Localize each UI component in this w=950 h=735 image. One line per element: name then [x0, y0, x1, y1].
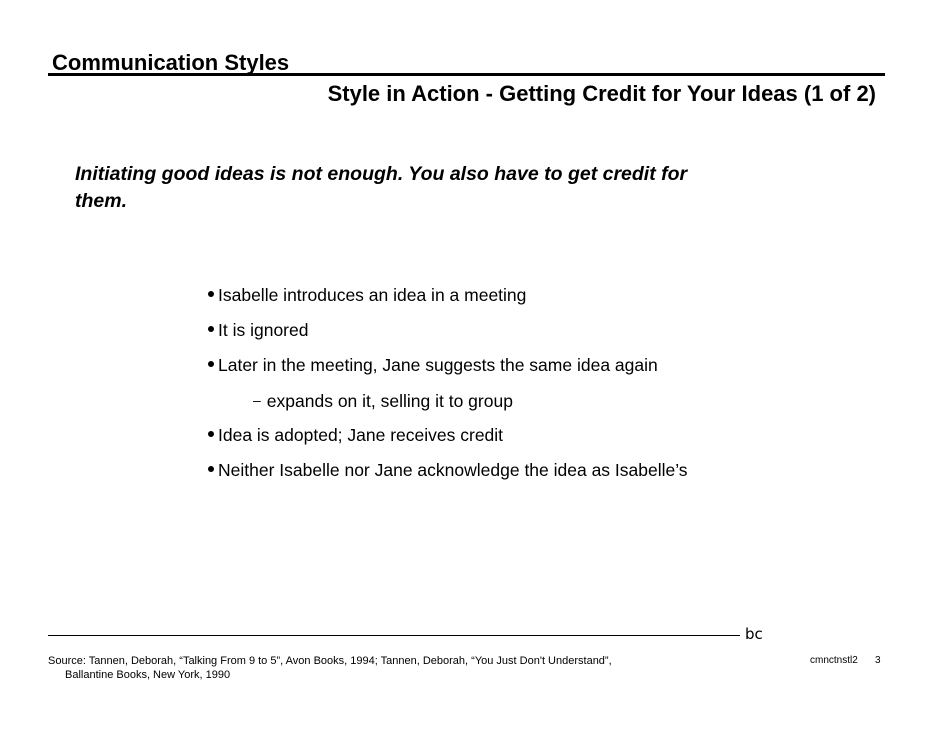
source-line-1: Source: Tannen, Deborah, “Talking From 9 to 5”, Avon Books, 1994; Tannen, Deborah, “You Just Don't Understand”,	[48, 655, 612, 667]
bullet-text: Later in the meeting, Jane suggests the same idea again	[218, 355, 658, 375]
bullet-dot-icon	[208, 326, 214, 332]
bullet-dot-icon	[208, 291, 214, 297]
bullet-item	[208, 352, 688, 387]
slide-title: Communication Styles	[52, 50, 290, 75]
dash-icon: –	[253, 392, 261, 408]
page-number: 3	[875, 655, 881, 666]
bullet-dot-icon	[208, 361, 214, 367]
bullet-item	[208, 457, 688, 492]
sub-bullet-item	[208, 387, 688, 422]
source-citation	[48, 654, 612, 682]
bullet-list	[208, 282, 688, 492]
slide-subtitle: Style in Action - Getting Credit for Your Ideas (1 of 2)	[327, 81, 876, 106]
source-line-2: Ballantine Books, New York, 1990	[65, 669, 231, 681]
title-underline	[48, 73, 885, 76]
bullet-item	[208, 422, 688, 457]
bullet-item	[208, 282, 688, 317]
bullet-text: Idea is adopted; Jane receives credit	[218, 425, 504, 445]
bullet-text: It is ignored	[218, 320, 309, 340]
sub-bullet-text: expands on it, selling it to group	[266, 391, 513, 411]
lead-statement: Initiating good ideas is not enough. You also have to get credit for them.	[75, 163, 688, 212]
footer-rule	[48, 635, 740, 636]
bullet-item	[208, 317, 688, 352]
bullet-dot-icon	[208, 466, 214, 472]
footer-logo: bc	[745, 625, 763, 643]
bullet-dot-icon	[208, 431, 214, 437]
bullet-text: Isabelle introduces an idea in a meeting	[218, 285, 527, 305]
file-code: cmnctnstl2	[810, 655, 858, 666]
bullet-text: Neither Isabelle nor Jane acknowledge the idea as Isabelle’s	[218, 460, 688, 480]
